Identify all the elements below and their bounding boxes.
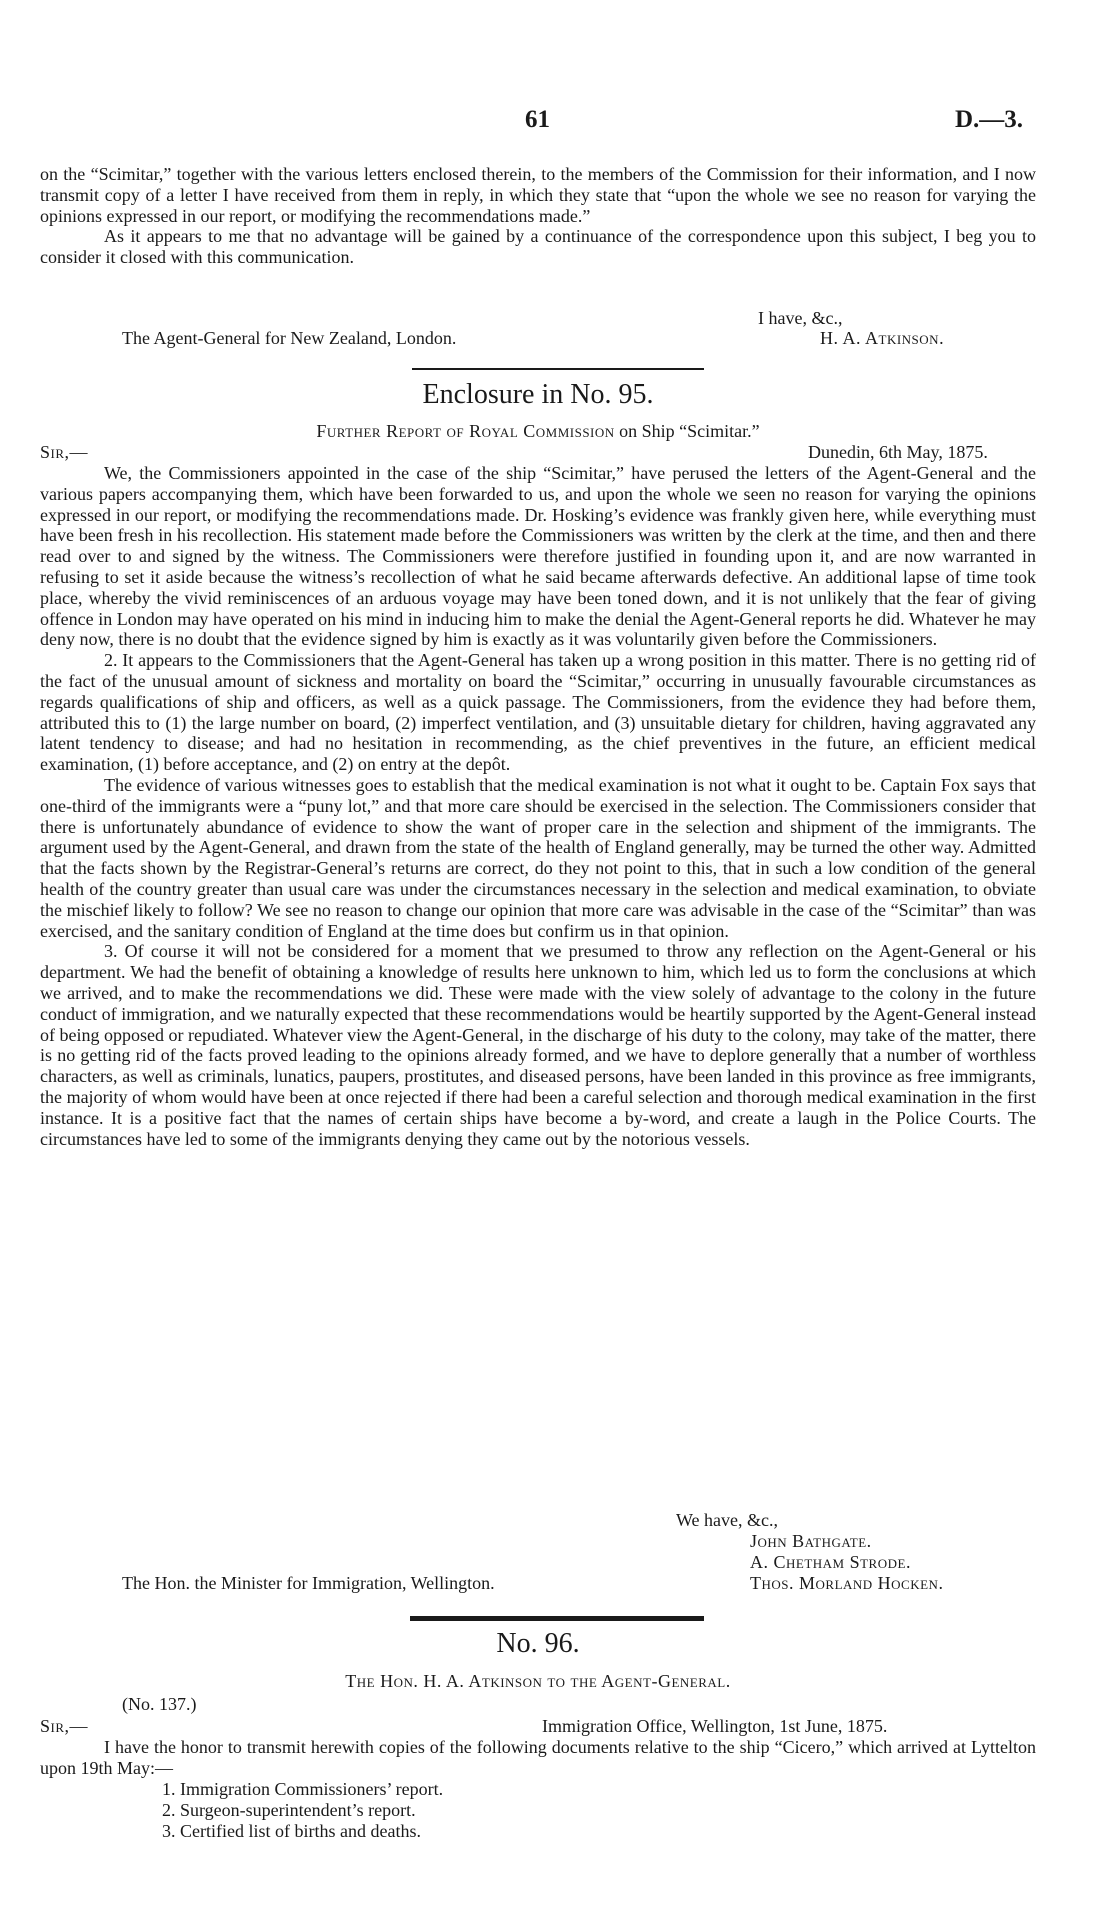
section-divider [412, 368, 704, 370]
page-number: 61 [525, 106, 550, 133]
letter-salutation: Sir,— [40, 1716, 89, 1736]
enclosure-paragraph: 3. Of course it will not be considered for a moment that we presumed to throw any reflection on the Agent-General or his department. We had the benefit of obtaining a knowledge of results here unknown to him, which led us to form the conclusions at which we arrived, and to make the recommendations we did. These were made with the view solely of advantage to the colony in the future conduct of immigration, and we naturally expected that these recommendations would be heartily supported by the Agent-General instead of being opposed or repudiated. Whatever view the Agent-General, in the discharge of his duty to the colony, may take of the matter, there is no getting rid of the facts proved leading to the opinions already formed, and we have to deplore generally that a number of worthless characters, as well as criminals, lunatics, paupers, prostitutes, and diseased persons, have been landed in this province as free immigrants, the majority of whom would have been at once rejected if there had been a careful selection and thorough medical examination in the first instance. It is a positive fact that the names of certain ships have become a by-word, and create a laugh in the Police Courts. The circumstances have led to some of the immigrants denying they came out by the notorious vessels. [40, 941, 1036, 1149]
letter-paragraph: on the “Scimitar,” together with the various letters enclosed therein, to the members of the Commission for their information, and I now transmit copy of a letter I have received from them in reply, in which they state that “upon the whole we see no reason for varying the opinions expressed in our report, or modifying the recommendations made.” [40, 164, 1036, 226]
enclosure-signatory: A. Chetham Strode. [750, 1552, 911, 1572]
letter-reference-number: (No. 137.) [122, 1694, 197, 1714]
enclosure-closing: We have, &c., [676, 1510, 779, 1530]
enclosure-place-date: Dunedin, 6th May, 1875. [808, 442, 988, 462]
list-item: 3. Certified list of births and deaths. [162, 1821, 421, 1841]
enclosure-paragraph: The evidence of various witnesses goes to establish that the medical examination is not what it ought to be. Captain Fox says that one-third of the immigrants were a “puny lot,” and that more care should be exercised in the selection. The Commissioners consider that there is unfortunately abundance of evidence to show the want of proper care in the selection and shipment of the immigrants. The argument used by the Agent-General, and drawn from the state of the health of England generally, may be turned the other way. Admitted that the facts shown by the Registrar-General’s returns are correct, do they not point to this, that in such a low condition of the general health of the country greater than usual care was under the circumstances necessary in the selection and medical examination, to obviate the mischief likely to follow? We see no reason to change our opinion that more care was advisable in the case of the “Scimitar” than was exercised, and the sanitary condition of England at the time does but confirm us in that opinion. [40, 774, 1036, 941]
letter-number-title: No. 96. [496, 1628, 580, 1659]
letter-continuation [40, 164, 1036, 268]
letter-body [40, 1737, 1036, 1779]
section-divider-thick [410, 1616, 704, 1621]
letter-number-subtitle: The Hon. H. A. Atkinson to the Agent-General. [345, 1671, 731, 1691]
enclosure-body [40, 463, 1036, 1149]
letter-paragraph: I have the honor to transmit herewith copies of the following documents relative to the ship “Cicero,” which arrived at Lyttelton upon 19th May:— [40, 1737, 1036, 1778]
enclosure-title: Enclosure in No. 95. [422, 379, 654, 410]
enclosure-signatory: John Bathgate. [750, 1531, 872, 1551]
enclosure-signatory: Thos. Morland Hocken. [750, 1573, 944, 1593]
enclosure-addressee: The Hon. the Minister for Immigration, Wellington. [122, 1573, 495, 1593]
letter-paragraph: As it appears to me that no advantage will be gained by a continuance of the correspondence upon this subject, I beg you to consider it closed with this communication. [40, 226, 1036, 268]
letter-closing: I have, &c., [758, 308, 843, 328]
enclosure-paragraph: 2. It appears to the Commissioners that the Agent-General has taken up a wrong position in this matter. There is no getting rid of the fact of the unusual amount of sickness and mortality on board the “Scimitar,” occurring in unusually favourable circumstances as regards qualifications of ship and officers, as well as a quick passage. The Commissioners, from the evidence they had before them, attributed this to (1) the large number on board, (2) imperfect ventilation, and (3) unsuitable dietary for children, having aggravated any latent tendency to disease; and had no hesitation in recommending, as the chief preventives in the future, an efficient medical examination, (1) before acceptance, and (2) on entry at the depôt. [40, 650, 1036, 775]
list-item: 1. Immigration Commissioners’ report. [162, 1779, 444, 1799]
enclosure-subtitle-rest: on Ship “Scimitar.” [619, 421, 760, 441]
documents-list [162, 1779, 443, 1842]
list-item: 2. Surgeon-superintendent’s report. [162, 1800, 416, 1820]
document-reference: D.—3. [955, 106, 1024, 133]
enclosure-subtitle-caps: Further Report of Royal Commission [316, 421, 615, 441]
letter-addressee: The Agent-General for New Zealand, London. [122, 328, 457, 348]
enclosure-salutation: Sir,— [40, 442, 89, 462]
letter-signatory: H. A. Atkinson. [820, 328, 945, 348]
enclosure-subtitle [40, 421, 1036, 442]
letter-place-date: Immigration Office, Wellington, 1st June, 1875. [542, 1716, 888, 1736]
enclosure-paragraph: We, the Commissioners appointed in the case of the ship “Scimitar,” have perused the letters of the Agent-General and the various papers accompanying them, which have been forwarded to us, and upon the whole we seen no reason for varying the opinions expressed in our report, or modifying the recommendations made. Dr. Hosking’s evidence was frankly given here, while everything must have been fresh in his recollection. His statement made before the Commissioners was written by the clerk at the time, and then and there read over to and signed by the witness. The Commissioners were therefore justified in founding upon it, and are now warranted in refusing to set it aside because the witness’s recollection of what he said became afterwards defective. An additional lapse of time took place, whereby the vivid reminiscences of an arduous voyage may have been toned down, and it is not unlikely that the fear of giving offence in London may have operated on his mind in inducing him to make the denial the Agent-General reports he did. Whatever he may deny now, there is no doubt that the evidence signed by him is exactly as it was voluntarily given before the Commissioners. [40, 463, 1036, 650]
